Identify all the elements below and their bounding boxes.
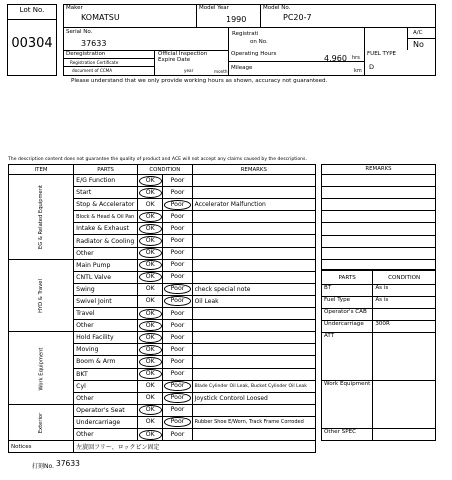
ok-option: OK — [145, 200, 155, 208]
condition-poor-cell — [163, 416, 192, 428]
side-part-condition — [373, 381, 436, 429]
condition-ok-cell — [138, 211, 163, 223]
serial-value: 37633 — [81, 39, 107, 48]
km-unit: km — [354, 68, 362, 74]
remarks-cell — [192, 308, 315, 320]
side-remarks-box — [321, 164, 436, 270]
side-parts-row — [322, 429, 436, 441]
ok-circled: OK — [139, 321, 162, 331]
inspection-table — [8, 164, 316, 453]
remarks-cell — [192, 368, 315, 380]
poor-option: Poor — [170, 321, 185, 329]
registration-label-2: on No. — [250, 39, 268, 45]
condition-poor-cell — [163, 356, 192, 368]
condition-ok-cell — [138, 380, 163, 392]
ok-circled: OK — [139, 345, 162, 355]
poor-circled: Poor — [164, 381, 192, 391]
side-parts-row — [322, 297, 436, 309]
ok-option: OK — [145, 297, 155, 305]
condition-ok-cell — [138, 235, 163, 247]
poor-circled: Poor — [164, 284, 192, 294]
side-part-condition — [373, 333, 436, 381]
item-header: ITEM — [9, 165, 74, 175]
remarks-cell: Blade Cylinder Oil Leak, Bucket Cylinder Oil Leak — [192, 380, 315, 392]
condition-poor-cell — [163, 259, 192, 271]
serial-label: Serial No. — [66, 29, 93, 35]
remarks-cell — [192, 271, 315, 283]
notices-label: Notices — [9, 441, 74, 453]
model-year-value: 1990 — [226, 15, 247, 24]
notices-row — [9, 441, 316, 453]
model-no-value: PC20-7 — [283, 13, 312, 22]
ok-circled: OK — [139, 333, 162, 343]
remarks-cell: Joystick Contorol Loosed — [192, 392, 315, 404]
category-cell — [9, 332, 74, 405]
poor-option: Poor — [170, 273, 185, 281]
ok-circled: OK — [139, 260, 162, 270]
poor-option: Poor — [170, 261, 185, 269]
poor-option: Poor — [170, 309, 185, 317]
remarks-cell — [192, 356, 315, 368]
poor-circled: Poor — [164, 200, 192, 210]
condition-ok-cell — [138, 344, 163, 356]
part-name: Cyl — [74, 380, 138, 392]
poor-option: Poor — [170, 333, 185, 341]
condition-ok-cell — [138, 247, 163, 259]
part-name: BKT — [74, 368, 138, 380]
ac-label: A/C — [413, 30, 423, 36]
ok-circled: OK — [139, 176, 162, 186]
part-name: Main Pump — [74, 259, 138, 271]
poor-option: Poor — [170, 430, 185, 438]
condition-header: CONDITION — [138, 165, 192, 175]
remarks-cell — [192, 320, 315, 332]
side-part-condition — [373, 429, 436, 441]
condition-poor-cell — [163, 404, 192, 416]
ok-option: OK — [145, 382, 155, 390]
fuel-type-value: D — [369, 63, 375, 71]
remarks-cell: Oil Leak — [192, 295, 315, 307]
remarks-cell — [192, 344, 315, 356]
poor-option: Poor — [170, 345, 185, 353]
remarks-cell: Rubber Shoe E/Worn, Track Frame Corroded — [192, 416, 315, 428]
notices-value: 左旋回フリー、ロックピン固定 — [74, 441, 316, 453]
inspection-header-row — [9, 165, 316, 175]
year-label: year — [184, 68, 194, 73]
condition-ok-cell — [138, 199, 163, 211]
poor-option: Poor — [170, 224, 185, 232]
deregistration-label: Deregistration — [66, 51, 106, 57]
category-label: EG & Related Equipment — [38, 185, 45, 250]
table-row — [9, 404, 316, 416]
side-parts-table — [321, 270, 436, 441]
working-hours-value: 4,960 — [324, 54, 347, 63]
ok-circled: OK — [139, 224, 162, 234]
ok-circled: OK — [139, 212, 162, 222]
ok-circled: OK — [139, 369, 162, 379]
model-no-label: Model No. — [263, 5, 291, 11]
lot-number: 00304 — [11, 36, 53, 51]
side-part-name: Operator's CAB — [322, 309, 373, 321]
condition-poor-cell — [163, 271, 192, 283]
condition-poor-cell — [163, 308, 192, 320]
inspection-label-2: Expire Date — [158, 57, 191, 63]
condition-poor-cell — [163, 392, 192, 404]
condition-ok-cell — [138, 416, 163, 428]
condition-ok-cell — [138, 368, 163, 380]
part-name: Other — [74, 392, 138, 404]
side-remarks-header: REMARKS — [365, 166, 392, 172]
condition-ok-cell — [138, 356, 163, 368]
part-name: Other — [74, 428, 138, 440]
poor-circled: Poor — [164, 296, 192, 306]
model-year-label: Model Year — [199, 5, 229, 11]
table-row — [9, 175, 316, 187]
poor-option: Poor — [170, 406, 185, 414]
working-hours-note: Please understand that we only provide working hours as shown, accuracy not guaranteed. — [71, 78, 328, 84]
month-label: month — [214, 69, 228, 74]
remarks-cell — [192, 211, 315, 223]
condition-ok-cell — [138, 271, 163, 283]
ok-circled: OK — [139, 357, 162, 367]
part-name: Operator's Seat — [74, 404, 138, 416]
stamp-value: 37633 — [56, 459, 80, 468]
poor-option: Poor — [170, 212, 185, 220]
stamp-label: 打刻No. — [32, 463, 54, 470]
side-parts-row — [322, 285, 436, 297]
condition-ok-cell — [138, 392, 163, 404]
condition-ok-cell — [138, 308, 163, 320]
ok-circled: OK — [139, 309, 162, 319]
side-part-condition: 300R — [373, 321, 436, 333]
part-name: Intake & Exhaust — [74, 223, 138, 235]
remarks-header: REMARKS — [192, 165, 315, 175]
table-row — [9, 259, 316, 271]
poor-circled: Poor — [164, 417, 192, 427]
condition-ok-cell — [138, 259, 163, 271]
side-part-name: Undercarriage — [322, 321, 373, 333]
remarks-cell: Accelerator Malfunction — [192, 199, 315, 211]
part-name: Block & Head & Oil Pan — [74, 211, 138, 223]
remarks-cell — [192, 187, 315, 199]
condition-poor-cell — [163, 211, 192, 223]
poor-circled: Poor — [164, 393, 192, 403]
maker-label: Maker — [66, 5, 83, 11]
poor-option: Poor — [170, 370, 185, 378]
side-part-condition — [373, 309, 436, 321]
part-name: Moving — [74, 344, 138, 356]
condition-ok-cell — [138, 428, 163, 440]
ok-circled: OK — [139, 405, 162, 415]
condition-ok-cell — [138, 332, 163, 344]
category-cell — [9, 404, 74, 440]
condition-poor-cell — [163, 175, 192, 187]
inspection-label-1: Official Inspection — [158, 51, 208, 57]
poor-option: Poor — [170, 357, 185, 365]
part-name: CNTL Valve — [74, 271, 138, 283]
side-part-name: Fuel Type — [322, 297, 373, 309]
side-parts-row — [322, 321, 436, 333]
condition-poor-cell — [163, 223, 192, 235]
condition-poor-cell — [163, 344, 192, 356]
document-label: document of CCMA — [72, 68, 113, 73]
condition-poor-cell — [163, 283, 192, 295]
part-name: Travel — [74, 308, 138, 320]
ok-option: OK — [145, 418, 155, 426]
condition-poor-cell — [163, 368, 192, 380]
remarks-cell — [192, 247, 315, 259]
condition-ok-cell — [138, 223, 163, 235]
side-parts-row — [322, 333, 436, 381]
category-label: Exterior — [38, 412, 45, 434]
lot-label: Lot No. — [19, 6, 45, 14]
disclaimer: The description content does not guarantee the quality of product and ACE will not accept any claims caused by the descriptions. — [8, 157, 307, 162]
remarks-cell — [192, 404, 315, 416]
side-parts-header: PARTS — [322, 271, 373, 285]
part-name: Other — [74, 320, 138, 332]
part-name: Swivel Joint — [74, 295, 138, 307]
hrs-unit: hrs — [352, 55, 360, 61]
fuel-type-label: FUEL TYPE — [367, 51, 396, 57]
side-parts-header-row — [322, 271, 436, 285]
remarks-cell: check special note — [192, 283, 315, 295]
part-name: Hold Facility — [74, 332, 138, 344]
condition-poor-cell — [163, 320, 192, 332]
poor-option: Poor — [170, 237, 185, 245]
condition-ok-cell — [138, 404, 163, 416]
ok-circled: OK — [139, 236, 162, 246]
ok-circled: OK — [139, 272, 162, 282]
category-label: HYD & Travel — [38, 279, 45, 313]
condition-poor-cell — [163, 428, 192, 440]
ok-option: OK — [145, 394, 155, 402]
poor-option: Poor — [170, 188, 185, 196]
condition-poor-cell — [163, 332, 192, 344]
remarks-cell — [192, 235, 315, 247]
maker-value: KOMATSU — [81, 13, 120, 22]
registration-label-1: Registrati — [232, 31, 259, 37]
side-part-name: BT — [322, 285, 373, 297]
condition-poor-cell — [163, 199, 192, 211]
remarks-cell — [192, 223, 315, 235]
category-cell — [9, 175, 74, 260]
condition-poor-cell — [163, 380, 192, 392]
condition-poor-cell — [163, 235, 192, 247]
part-name: E/G Function — [74, 175, 138, 187]
ok-circled: OK — [139, 430, 162, 440]
ok-option: OK — [145, 285, 155, 293]
part-name: Radiator & Cooling — [74, 235, 138, 247]
poor-option: Poor — [170, 249, 185, 257]
condition-ok-cell — [138, 175, 163, 187]
parts-header: PARTS — [74, 165, 138, 175]
side-part-name: ATT — [322, 333, 373, 381]
part-name: Swing — [74, 283, 138, 295]
side-part-condition: As is — [373, 285, 436, 297]
condition-poor-cell — [163, 187, 192, 199]
side-parts-row — [322, 309, 436, 321]
category-cell — [9, 259, 74, 332]
side-part-name: Other SPEC — [322, 429, 373, 441]
condition-poor-cell — [163, 247, 192, 259]
remarks-cell — [192, 428, 315, 440]
mileage-label: Mileage — [231, 65, 253, 71]
side-part-name: Work Equipment — [322, 381, 373, 429]
remarks-cell — [192, 332, 315, 344]
condition-poor-cell — [163, 295, 192, 307]
condition-ok-cell — [138, 187, 163, 199]
working-hours-label: Operating Hours — [231, 51, 277, 57]
part-name: Boom & Arm — [74, 356, 138, 368]
part-name: Start — [74, 187, 138, 199]
poor-option: Poor — [170, 176, 185, 184]
side-condition-header: CONDITION — [373, 271, 436, 285]
registration-certificate-label: Registration Certificate — [70, 60, 119, 65]
ok-circled: OK — [139, 248, 162, 258]
part-name: Other — [74, 247, 138, 259]
table-row — [9, 332, 316, 344]
condition-ok-cell — [138, 320, 163, 332]
category-label: Work Equipment — [38, 347, 45, 390]
remarks-cell — [192, 259, 315, 271]
side-part-condition: As is — [373, 297, 436, 309]
part-name: Stop & Accelerator — [74, 199, 138, 211]
side-parts-row — [322, 381, 436, 429]
condition-ok-cell — [138, 295, 163, 307]
ok-circled: OK — [139, 188, 162, 198]
ac-value: No — [413, 40, 424, 49]
remarks-cell — [192, 175, 315, 187]
part-name: Undercarriage — [74, 416, 138, 428]
condition-ok-cell — [138, 283, 163, 295]
